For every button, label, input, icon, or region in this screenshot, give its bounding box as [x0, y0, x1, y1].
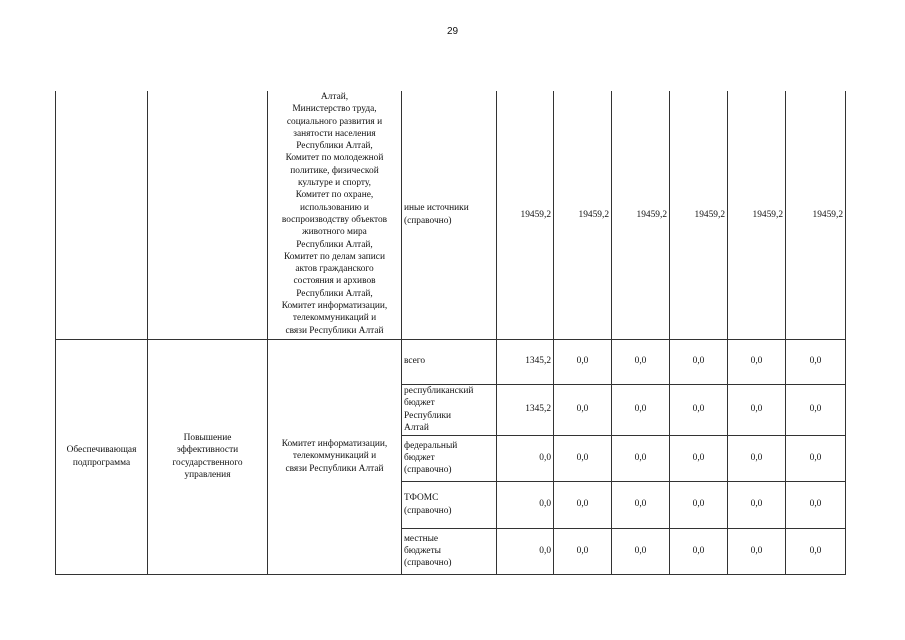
page-number: 29: [446, 26, 459, 37]
value-cell: 1345,2: [497, 384, 554, 435]
executor-line: культуре и спорту,: [297, 178, 371, 189]
value-cell: 19459,2: [670, 91, 728, 339]
goal-line: эффективности: [176, 445, 239, 456]
funding-source-line: иные источники: [404, 203, 469, 214]
funding-source-line: бюджет: [404, 452, 435, 463]
value-cell: 0,0: [786, 528, 846, 574]
executor-line: телекоммуникаций и: [292, 313, 377, 324]
value-cell: 0,0: [786, 339, 846, 384]
funding-source-cell: [402, 481, 497, 528]
funding-source-line: (справочно): [404, 215, 452, 226]
value-cell: 0,0: [497, 528, 554, 574]
value-cell: 1345,2: [497, 339, 554, 384]
value-cell: 0,0: [728, 528, 786, 574]
executor-line: Республики Алтай,: [296, 239, 373, 250]
funding-source-cell: [402, 91, 497, 339]
executor-line: Республики Алтай,: [296, 141, 373, 152]
goal-cell: [148, 339, 268, 574]
executor-line: животного мира: [302, 227, 367, 238]
funding-source-line: ТФОМС: [404, 493, 439, 504]
funding-source-line: (справочно): [404, 465, 452, 476]
value-cell: 0,0: [786, 435, 846, 481]
value-cell: 19459,2: [612, 91, 670, 339]
funding-source-cell: [402, 528, 497, 574]
value-cell: 0,0: [728, 435, 786, 481]
funding-source-line: бюджеты: [404, 545, 441, 556]
value-cell: 0,0: [554, 435, 612, 481]
executor-line: состояния и архивов: [293, 276, 376, 287]
executor-cell-continued: [268, 91, 402, 339]
executor-line: Комитет информатизации,: [281, 301, 388, 312]
value-cell: 0,0: [612, 435, 670, 481]
value-cell: 0,0: [786, 481, 846, 528]
table-row: [56, 339, 846, 384]
value-cell: 0,0: [554, 339, 612, 384]
value-cell: 0,0: [670, 384, 728, 435]
value-cell: 0,0: [612, 339, 670, 384]
value-cell: 0,0: [554, 384, 612, 435]
funding-source-line: (справочно): [404, 558, 452, 569]
funding-source-line: (справочно): [404, 505, 452, 516]
funding-source-cell: [402, 384, 497, 435]
value-cell: 19459,2: [554, 91, 612, 339]
funding-source-line: Алтай: [404, 422, 429, 433]
program-cell-empty: [56, 91, 148, 339]
value-cell: 19459,2: [497, 91, 554, 339]
executor-line: Комитет информатизации,: [281, 439, 388, 450]
program-line: Обеспечивающая: [66, 445, 137, 456]
executor-line: Министерство труда,: [292, 104, 377, 115]
funding-source-line: Республики: [404, 410, 452, 421]
value-cell: 0,0: [497, 481, 554, 528]
value-cell: 0,0: [554, 481, 612, 528]
value-cell: 0,0: [728, 339, 786, 384]
value-cell: 19459,2: [786, 91, 846, 339]
value-cell: 0,0: [612, 481, 670, 528]
funding-source-line: всего: [404, 356, 426, 367]
executor-line: Республики Алтай,: [296, 288, 373, 299]
table-row-continued: [56, 91, 846, 339]
value-cell: 0,0: [728, 481, 786, 528]
executor-line: Алтай,: [320, 92, 349, 102]
executor-line: воспроизводству объектов: [281, 214, 388, 225]
executor-line: Комитет по молодежной: [285, 153, 384, 164]
goal-line: государственного: [172, 457, 243, 468]
funding-source-line: республиканский: [404, 385, 474, 396]
funding-source-line: федеральный: [404, 440, 458, 451]
executor-line: социального развития и: [286, 116, 383, 127]
value-cell: 19459,2: [728, 91, 786, 339]
executor-line: занятости населения: [293, 128, 376, 139]
executor-line: актов гражданского: [295, 264, 374, 275]
executor-line: связи Республики Алтай: [285, 325, 384, 336]
funding-source-cell: [402, 339, 497, 384]
program-cell: [56, 339, 148, 574]
value-cell: 0,0: [670, 528, 728, 574]
value-cell: 0,0: [670, 435, 728, 481]
executor-line: Комитет по делам записи: [284, 251, 385, 262]
funding-source-line: бюджет: [404, 398, 435, 409]
value-cell: 0,0: [497, 435, 554, 481]
funding-source-line: местные: [404, 533, 439, 544]
value-cell: 0,0: [670, 339, 728, 384]
value-cell: 0,0: [612, 528, 670, 574]
executor-line: связи Республики Алтай: [285, 463, 384, 474]
funding-source-cell: [402, 435, 497, 481]
executor-line: телекоммуникаций и: [292, 451, 377, 462]
executor-line: политике, физической: [290, 165, 379, 176]
executor-line: Комитет по охране,: [295, 190, 374, 201]
goal-line: Повышение: [183, 432, 232, 443]
value-cell: 0,0: [728, 384, 786, 435]
executor-line: использованию и: [300, 202, 369, 213]
value-cell: 0,0: [554, 528, 612, 574]
goal-cell-empty: [148, 91, 268, 339]
value-cell: 0,0: [612, 384, 670, 435]
program-line: подпрограмма: [72, 457, 131, 468]
executor-cell: [268, 339, 402, 574]
budget-table: [55, 91, 846, 575]
value-cell: 0,0: [670, 481, 728, 528]
value-cell: 0,0: [786, 384, 846, 435]
goal-line: управления: [184, 469, 231, 480]
